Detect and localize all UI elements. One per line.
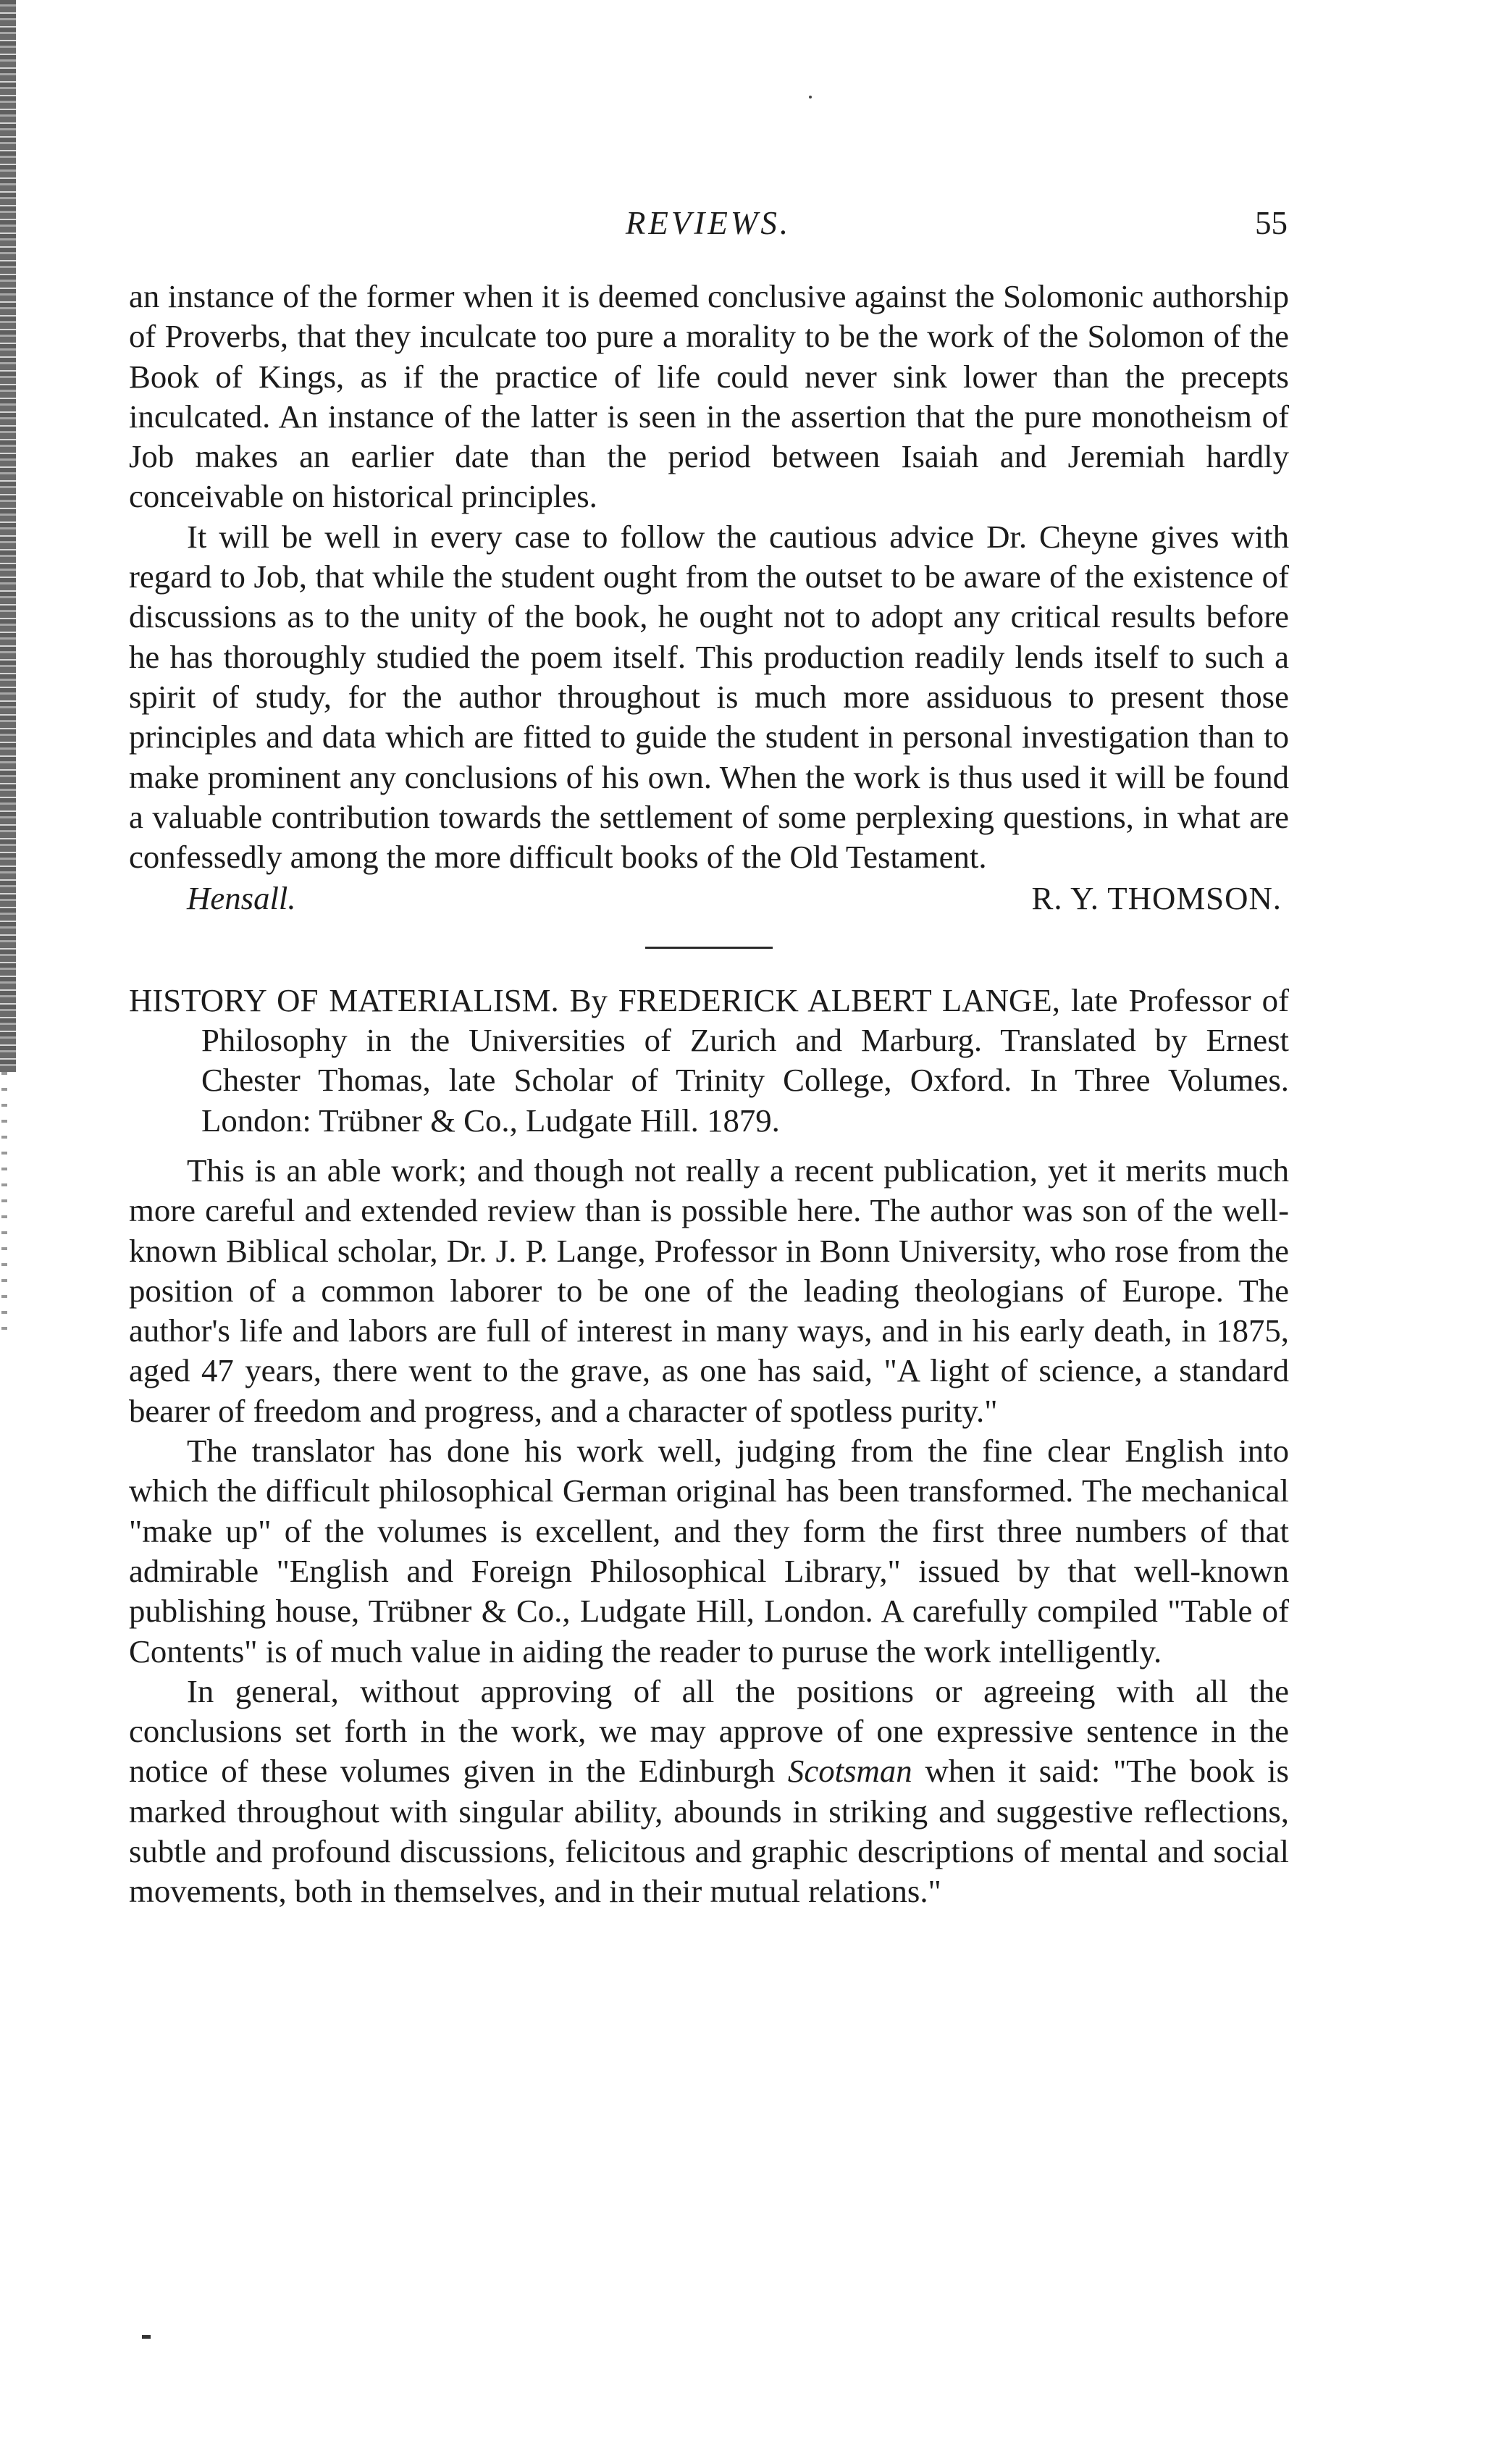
running-title: REVIEWS. xyxy=(625,205,792,241)
page-body xyxy=(129,277,1289,1912)
book-citation xyxy=(129,981,1289,1141)
book-author: FREDERICK ALBERT LANGE, xyxy=(618,981,1060,1018)
review2-paragraph: This is an able work; and though not really a recent publication, yet it merits much more careful and extended review than is possible here. The author was son of the well-known Biblical scholar, Dr. J. P. Lange, Professor in Bonn University, who rose from the position of a common laborer to be one of the leading theologians of Europe. The author's life and labors are full of interest in many ways, and in his early death, in 1875, aged 47 years, there went to the grave, as one has said, "A light of science, a standard bearer of freedom and progress, and a character of spotless purity." xyxy=(129,1152,1289,1429)
book-details: late Professor of Philosophy in the Universities of Zurich and Marburg. Translated by Ernest Chester Thomas, late Scholar of Trinity College, Oxford. In Three Volumes. London: Trübner & Co., Ludgate Hill. 1879. xyxy=(201,981,1289,1139)
review1-paragraph: It will be well in every case to follow the cautious advice Dr. Cheyne gives with regard to Job, that while the student ought from the outset to be aware of the existence of discussions as to the unity of the book, he ought not to adopt any critical results before he has thoroughly studied the poem itself. This production readily lends itself to such a spirit of study, for the author throughout is much more assiduous to present those principles and data which are fitted to guide the student in personal investigation than to make prominent any conclusions of his own. When the work is thus used it will be found a valuable contribution towards the settlement of some perplexing questions, in what are confessedly among the more difficult books of the Old Testament. xyxy=(129,518,1289,876)
section-divider xyxy=(645,947,773,949)
signature-name: R. Y. THOMSON. xyxy=(1031,880,1282,917)
book-by: By xyxy=(558,981,618,1018)
review2-paragraph xyxy=(129,1672,1289,1912)
scanned-binding-edge xyxy=(0,0,16,1072)
scanned-binding-edge-marks xyxy=(1,1072,7,1333)
page-number: 55 xyxy=(1255,205,1288,241)
paragraph-text: when it said: "The book is marked throughout with singular ability, abounds in striking and suggestive reflections, subtle and profound discussions, felicitous and graphic descriptions of mental and social movements, both in themselves, and in their mutual relations." xyxy=(129,1753,1289,1910)
paragraph-text: In general, without approving of all the positions or agreeing with all the conclusions set forth in the work, we may approve of one expressive sentence in the notice of these volumes given in the Edinburgh xyxy=(129,1672,1289,1790)
journal-title: Scotsman xyxy=(787,1753,912,1790)
review2-paragraph: The translator has done his work well, judging from the fine clear English into which the difficult philosophical German original has been transformed. The mechanical "make up" of the volumes is excellent, and they form the first three numbers of that admirable "English and Foreign Philosophical Library," issued by that well-known publishing house, Trübner & Co., Ludgate Hill, London. A carefully compiled "Table of Contents" is of much value in aiding the reader to puruse the work intelligently. xyxy=(129,1433,1289,1669)
review1-paragraph: an instance of the former when it is deemed conclusive against the Solomonic authorship of Proverbs, that they inculcate too pure a morality to be the work of the Solomon of the Book of Kings, as if the practice of life could never sink lower than the precepts inculcated. An instance of the latter is seen in the assertion that the pure monotheism of Job makes an earlier date than the period between Isaiah and Jeremiah hardly conceivable on historical principles. xyxy=(129,278,1289,515)
review1-signature xyxy=(129,879,1289,918)
book-title: HISTORY OF MATERIALISM. xyxy=(129,981,559,1018)
scan-speck xyxy=(809,96,812,99)
scan-mark xyxy=(142,2335,151,2339)
running-head xyxy=(129,204,1288,248)
signature-place: Hensall. xyxy=(187,880,296,917)
